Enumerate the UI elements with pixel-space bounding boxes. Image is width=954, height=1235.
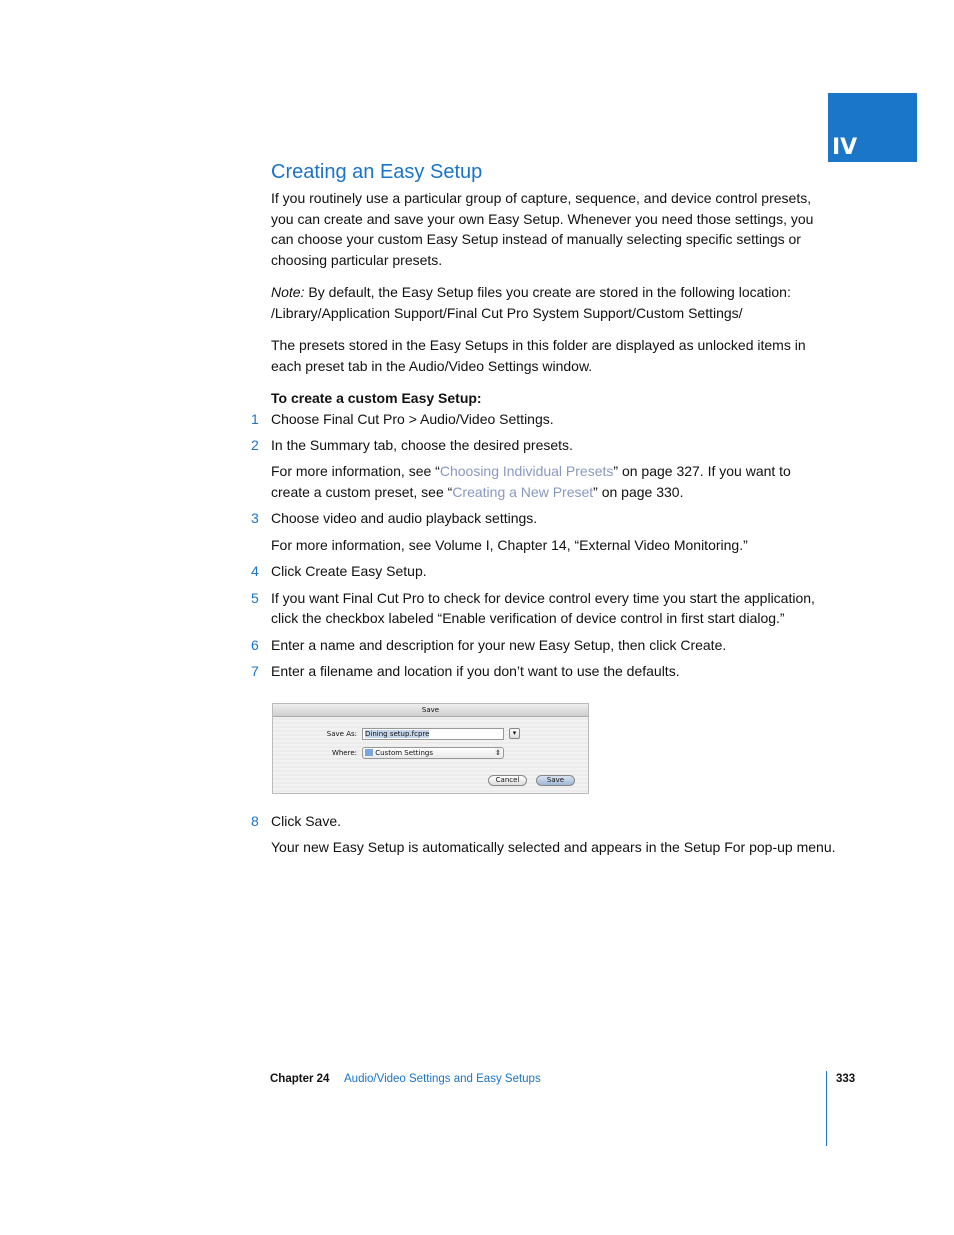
step-2-info xyxy=(271,461,831,502)
step-7 xyxy=(251,661,831,682)
part-tab xyxy=(828,93,917,162)
note-text: By default, the Easy Setup files you create are stored in the following location: /Library/Application Support/Final Cut Pro System Support/Custom Settings/ xyxy=(271,284,791,321)
folder-icon xyxy=(365,749,373,756)
step-text: Enter a name and description for your new Easy Setup, then click Create. xyxy=(271,636,727,653)
step-number: 7 xyxy=(251,663,259,679)
info-text: ” on page 327. If you want to create a custom preset, see “ xyxy=(271,463,791,500)
where-popup[interactable] xyxy=(362,747,504,759)
note-label: Note: xyxy=(271,284,305,300)
step-text: In the Summary tab, choose the desired presets. xyxy=(271,436,573,453)
procedure-title: To create a custom Easy Setup: xyxy=(271,390,482,406)
link-choosing-individual-presets[interactable]: Choosing Individual Presets xyxy=(439,463,614,479)
step-number: 3 xyxy=(251,510,259,526)
cancel-button[interactable]: Cancel xyxy=(488,775,527,786)
note-paragraph xyxy=(271,282,831,323)
step-number: 1 xyxy=(251,410,259,427)
footer-divider xyxy=(826,1071,827,1146)
where-value: Custom Settings xyxy=(375,748,433,757)
footer-chapter: Chapter 24 xyxy=(270,1073,330,1085)
info-text: For more information, see “ xyxy=(271,463,440,479)
step-number: 4 xyxy=(251,563,259,579)
step-6 xyxy=(251,635,831,656)
presets-paragraph: The presets stored in the Easy Setups in this folder are displayed as unlocked items in each preset tab in the Audio/Video Settings window. xyxy=(271,337,806,374)
step-1 xyxy=(251,409,831,430)
body-flow xyxy=(251,188,836,858)
expand-chevron-icon[interactable]: ▾ xyxy=(509,728,520,739)
intro-paragraph: If you routinely use a particular group of capture, sequence, and device control presets, you can create and save your own Easy Setup. Whenever you need those settings, you can choose your custom Easy Setup instead of manually selecting specific settings or choosing particular presets. xyxy=(271,190,814,268)
step-3-info: For more information, see Volume I, Chapter 14, “External Video Monitoring.” xyxy=(271,536,748,553)
step-text: Choose Final Cut Pro > Audio/Video Settings. xyxy=(271,410,554,427)
step-text: Choose video and audio playback settings. xyxy=(271,510,538,526)
save-as-value: Dining setup.fcpre xyxy=(365,729,430,738)
step-3 xyxy=(251,508,831,529)
page-number: 333 xyxy=(836,1073,856,1085)
step-number: 6 xyxy=(251,636,259,653)
step-number: 2 xyxy=(251,436,259,453)
step-8 xyxy=(251,811,831,832)
save-button[interactable]: Save xyxy=(536,775,575,786)
step-text: Click Save. xyxy=(271,812,342,829)
step-text: If you want Final Cut Pro to check for device control every time you start the application, click the checkbox labeled “Enable verification of device control in first start dialog.” xyxy=(271,589,815,626)
part-number: IV xyxy=(832,135,858,160)
dialog-title: Save xyxy=(273,704,588,717)
save-as-field[interactable] xyxy=(362,728,504,740)
step-4 xyxy=(251,561,831,582)
step-2 xyxy=(251,435,831,456)
step-5 xyxy=(251,588,831,629)
section-heading: Creating an Easy Setup xyxy=(271,161,483,183)
step-number: 5 xyxy=(251,589,259,606)
footer-chapter-title[interactable]: Audio/Video Settings and Easy Setups xyxy=(344,1073,541,1085)
save-dialog-screenshot xyxy=(272,703,589,794)
info-text: ” on page 330. xyxy=(593,483,684,500)
step-text: Click Create Easy Setup. xyxy=(271,563,427,579)
updown-arrows-icon: ⇕ xyxy=(495,748,501,757)
where-label: Where: xyxy=(331,748,357,757)
step-number: 8 xyxy=(251,812,259,829)
save-as-label: Save As: xyxy=(326,729,357,738)
link-creating-new-preset[interactable]: Creating a New Preset xyxy=(452,483,594,500)
step-text: Enter a filename and location if you don’t want to use the defaults. xyxy=(271,663,680,679)
step-8-info: Your new Easy Setup is automatically selected and appears in the Setup For pop-up menu. xyxy=(271,839,836,855)
